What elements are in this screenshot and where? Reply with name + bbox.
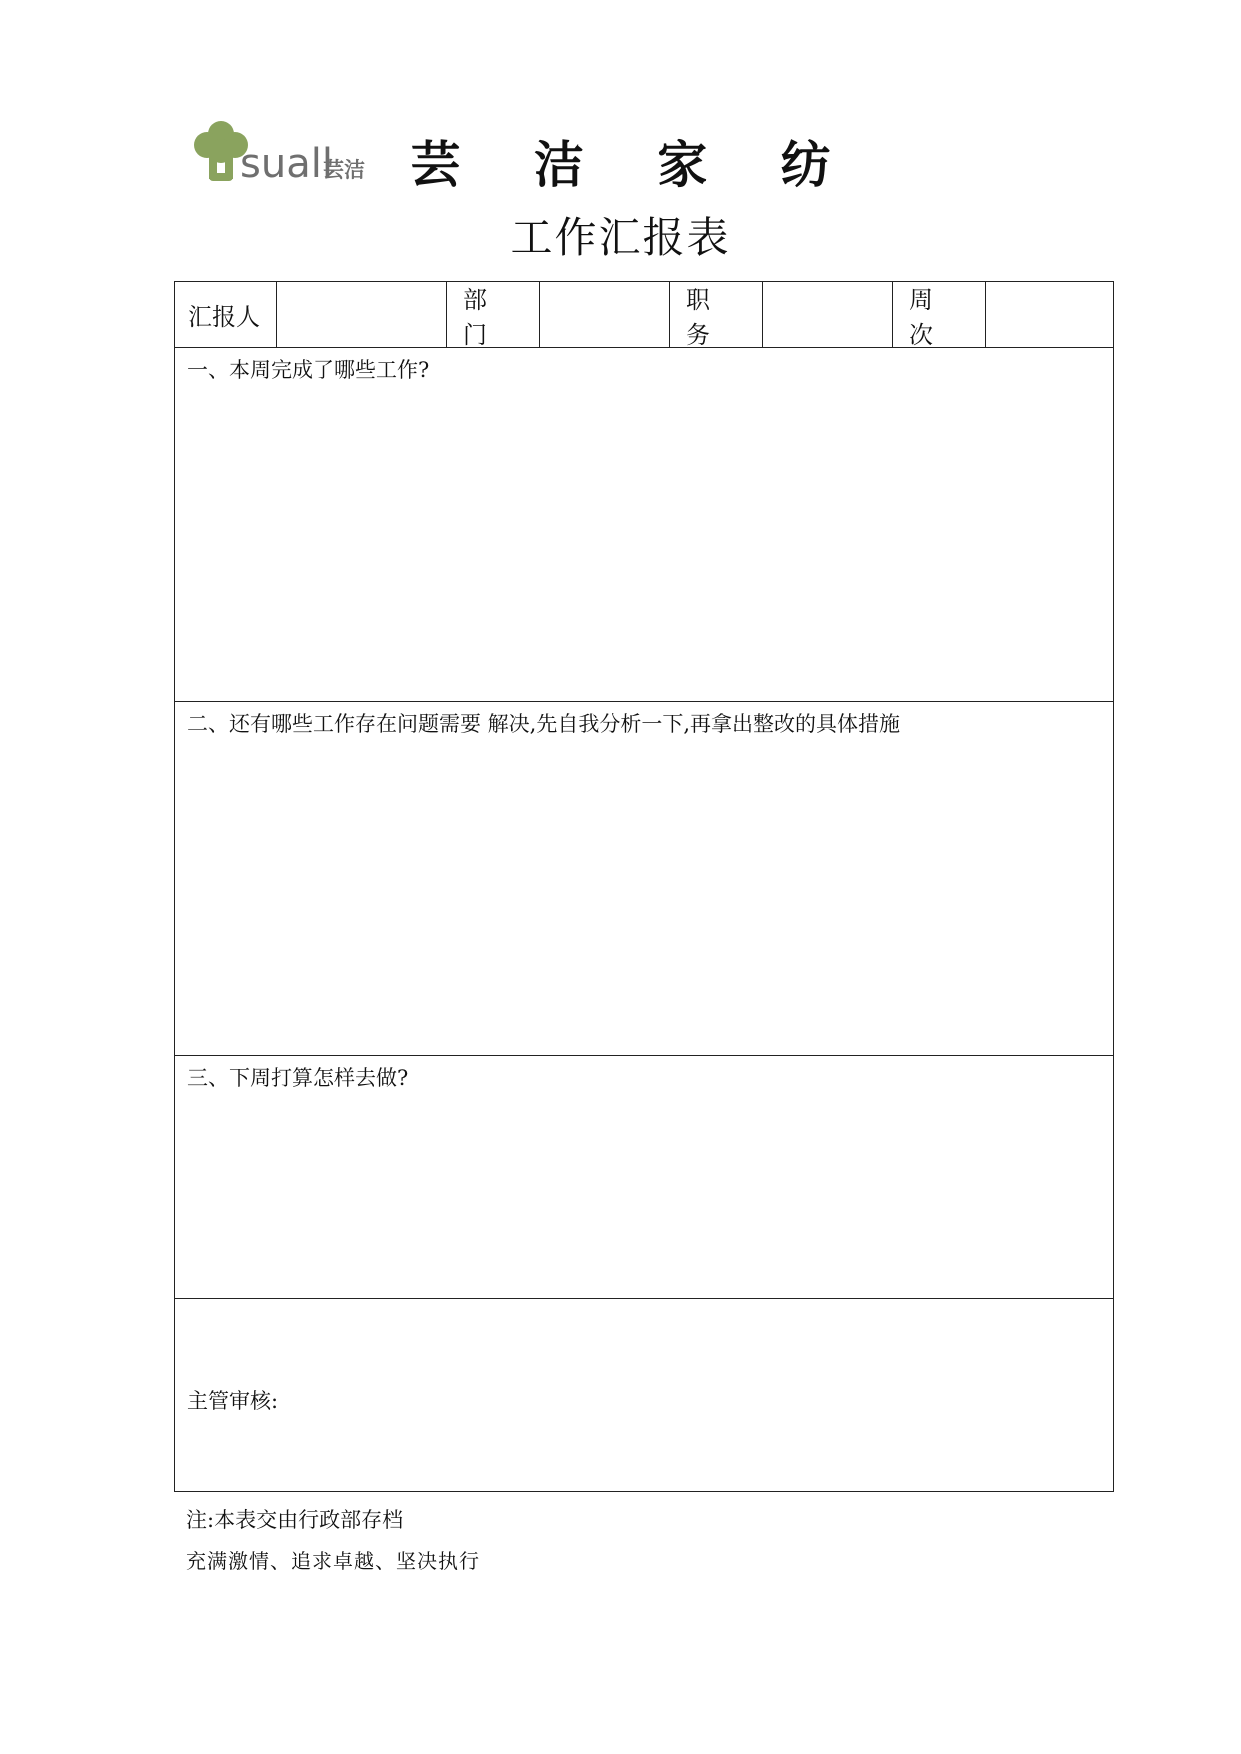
page-subtitle: 工作汇报表 (510, 213, 731, 262)
position-field[interactable] (763, 282, 893, 347)
department-field[interactable] (540, 282, 670, 347)
week-label: 周 次 (893, 282, 986, 347)
position-label: 职 务 (670, 282, 763, 347)
logo-chinese-name: 芸洁 (323, 158, 365, 182)
section-question: 一、本周完成了哪些工作? (187, 358, 430, 382)
supervisor-review-label: 主管审核: (187, 1389, 279, 1413)
company-slogan: 充满激情、追求卓越、坚决执行 (186, 1549, 480, 1573)
reporter-field[interactable] (277, 282, 447, 347)
report-form (174, 281, 1114, 1492)
logo-wordmark: suall (240, 141, 333, 187)
section-problems[interactable] (175, 702, 1113, 1056)
form-header-row (175, 282, 1113, 348)
section-completed-work[interactable] (175, 348, 1113, 702)
section-question: 二、还有哪些工作存在问题需要 解决,先自我分析一下,再拿出整改的具体措施 (187, 712, 901, 736)
reporter-label: 汇报人 (175, 282, 277, 347)
page-title: 芸 洁 家 纺 (410, 135, 859, 194)
section-supervisor-review[interactable] (175, 1299, 1113, 1491)
department-label: 部 门 (447, 282, 540, 347)
archive-note: 注:本表交由行政部存档 (186, 1508, 404, 1532)
section-next-week-plan[interactable] (175, 1056, 1113, 1299)
section-question: 三、下周打算怎样去做? (187, 1066, 409, 1090)
week-field[interactable] (986, 282, 1113, 347)
